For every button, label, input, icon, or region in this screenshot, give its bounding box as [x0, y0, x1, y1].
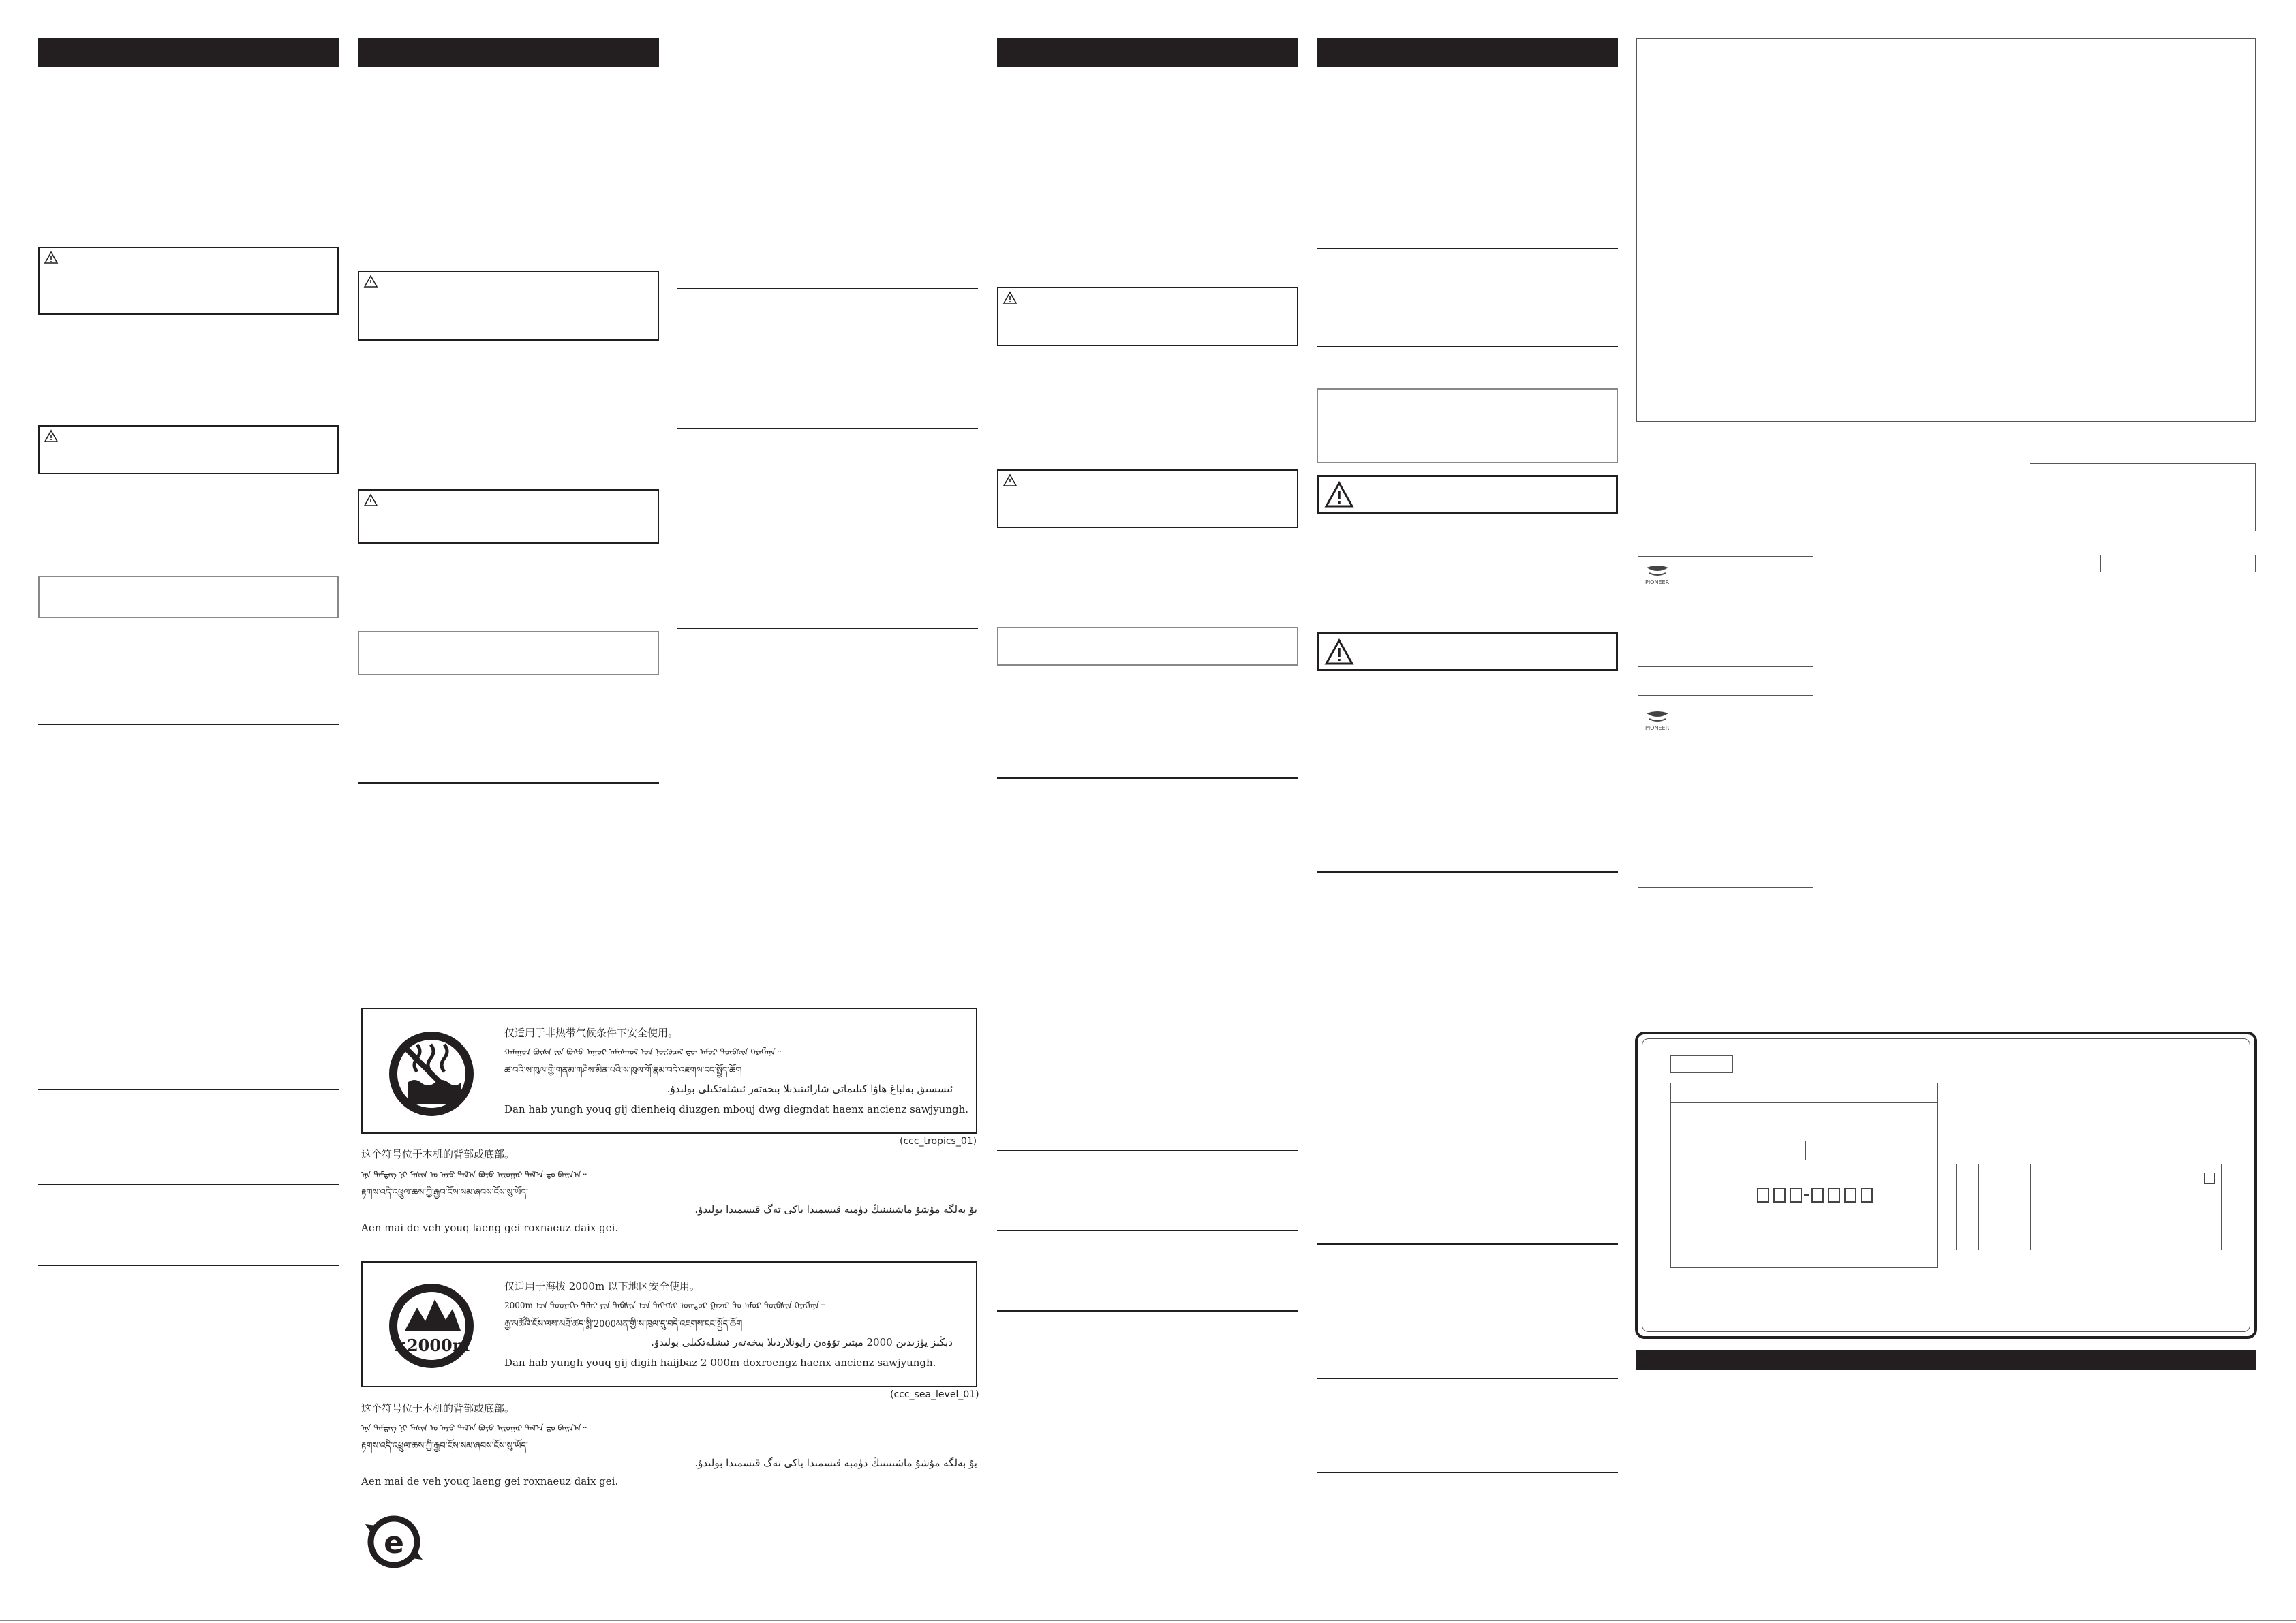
sea-text-mn: 2000m ᠡᠴᠡ ᠳᠤᠤᠷᠠᠬᠢ ᠳᠠᠯᠠᠢ ᠶᠢᠨ ᠲᠡᠪᠰᠢᠨ ᠡᠴᠡ ᠳᠡᠭᠡᠭᠰᠢ ᠥᠨᠳᠦᠷ ᠭᠠᠵᠠᠷ ᠲᠤ ᠠᠮᠤᠷ ᠲᠦᠪᠰᠢᠨ ᠬᠡᠷᠡᠭᠯᠡᠨᠡ᠃	[504, 1301, 825, 1310]
info-box-small	[2030, 463, 2256, 531]
form-subcell	[1751, 1141, 1806, 1160]
postal-code-box[interactable]	[1844, 1188, 1856, 1203]
note-box	[38, 576, 339, 618]
sea-level-label-box	[361, 1261, 977, 1387]
postal-code-dash	[1804, 1194, 1809, 1196]
card-tag-box	[1670, 1055, 1733, 1073]
symbol-note-bo: རྟགས་འདི་འཕྲུལ་ཆས་ཀྱི་རྒྱབ་ངོས་སམ་ཞབས་ངོས་སུ་ཡོད།	[361, 1188, 528, 1198]
card-stamp-area	[1956, 1164, 2222, 1250]
section-divider	[1317, 346, 1618, 347]
warning-triangle-icon	[44, 251, 59, 264]
sea-text-za: Dan hab yungh youq gij digih haijbaz 2 000m doxroengz haenx ancienz sawjyungh.	[504, 1357, 936, 1369]
warning-box	[358, 270, 659, 341]
symbol-note-bo: རྟགས་འདི་འཕྲུལ་ཆས་ཀྱི་རྒྱབ་ངོས་སམ་ཞབས་ངོས་སུ་ཡོད།	[361, 1441, 528, 1451]
postal-code-box[interactable]	[1790, 1188, 1802, 1203]
warning-triangle-icon	[1324, 638, 1354, 666]
section-divider	[997, 1150, 1298, 1151]
sea-level-caption: (ccc_sea_level_01)	[890, 1389, 979, 1400]
section-divider	[1317, 248, 1618, 249]
form-label-column	[1671, 1083, 1751, 1267]
stamp-divider	[2030, 1164, 2031, 1250]
warning-box	[38, 247, 339, 315]
postal-code-box[interactable]	[1828, 1188, 1840, 1203]
symbol-note-za: Aen mai de veh youq laeng gei roxnaeuz daix gei.	[361, 1475, 619, 1487]
section-divider	[997, 1230, 1298, 1231]
symbol-note-za: Aen mai de veh youq laeng gei roxnaeuz daix gei.	[361, 1222, 619, 1234]
warning-box	[997, 469, 1298, 528]
sea-text-bo: རྒྱ་མཚོའི་ངོས་ལས་མཐོ་ཚད་སྨི་2000མན་གྱི་ས་ཁུལ་དུ་བདེ་འཇགས་ངང་སྤྱོད་ཆོག	[504, 1319, 743, 1329]
page-bottom-edge	[0, 1620, 2296, 1621]
warning-triangle-icon	[1002, 291, 1017, 305]
label-strip	[1831, 694, 2004, 722]
section-header-bar	[38, 38, 339, 67]
postal-code-box[interactable]	[1773, 1188, 1786, 1203]
logo-caption: PIONEER	[1645, 725, 1670, 731]
footer-bar	[1636, 1350, 2256, 1370]
section-divider	[677, 288, 978, 289]
brand-logo-icon	[1645, 711, 1670, 724]
section-divider	[677, 628, 978, 629]
tropics-text-ug: ئىسسىق بەلباغ ھاۋا كىلىماتى شارائىتىدىلا بىخەتەر ئىشلەتكىلى بولىدۇ.	[667, 1083, 953, 1095]
section-divider	[38, 1265, 339, 1266]
section-divider	[358, 782, 659, 784]
section-divider	[38, 1089, 339, 1090]
warning-triangle-icon	[363, 275, 378, 288]
section-header-bar	[997, 38, 1298, 67]
altitude-2000m-icon	[387, 1282, 476, 1370]
stamp-checkbox[interactable]	[2204, 1173, 2215, 1184]
caution-box	[1317, 632, 1618, 671]
card-form-table	[1670, 1083, 1938, 1268]
tropics-text-bo: ཚ་བའི་ས་ཁུལ་གྱི་གནམ་གཤིས་མིན་པའི་ས་ཁུལ་གོ་རྣམ་བདེ་འཇགས་ངང་སྤྱོད་ཆོག	[504, 1066, 742, 1076]
symbol-note-ug: بۇ بەلگە مۇشۇ ماشىنىنىڭ دۈمبە قىسمىدا ياكى تەگ قىسمىدا بولىدۇ.	[694, 1457, 977, 1469]
tropics-text-za: Dan hab yungh youq gij dienheiq diuzgen mbouj dwg diegndat haenx ancienz sawjyungh.	[504, 1103, 969, 1115]
environment-protection-use-period-icon	[361, 1509, 427, 1575]
warning-triangle-icon	[1002, 474, 1017, 487]
logo-info-box	[1638, 556, 1813, 667]
note-box	[358, 631, 659, 675]
tropics-caption: (ccc_tropics_01)	[900, 1136, 977, 1147]
form-row	[1671, 1102, 1937, 1103]
warning-triangle-icon	[1324, 481, 1354, 508]
tropics-text-zh: 仅适用于非热带气候条件下安全使用。	[504, 1027, 679, 1039]
stamp-divider	[1978, 1164, 1979, 1250]
logo-info-box	[1638, 695, 1813, 888]
warning-triangle-icon	[363, 493, 378, 507]
warning-box	[358, 489, 659, 544]
note-box	[997, 627, 1298, 666]
note-box	[1317, 388, 1618, 463]
section-divider	[38, 1184, 339, 1185]
sea-icon-label: ≤2000m	[393, 1335, 470, 1355]
section-divider	[1317, 871, 1618, 873]
label-strip	[2100, 555, 2256, 572]
symbol-note-zh: 这个符号位于本机的背部或底部。	[361, 1402, 515, 1415]
warning-box	[38, 425, 339, 474]
section-divider	[1317, 1243, 1618, 1245]
warning-triangle-icon	[44, 429, 59, 443]
postal-code-box[interactable]	[1757, 1188, 1769, 1203]
section-divider	[997, 777, 1298, 779]
brand-logo-icon	[1645, 565, 1670, 578]
non-tropical-climate-icon	[387, 1030, 476, 1118]
tropics-label-box	[361, 1008, 977, 1134]
postal-code-box[interactable]	[1811, 1188, 1824, 1203]
postal-code-box[interactable]	[1861, 1188, 1873, 1203]
symbol-note-ug: بۇ بەلگە مۇشۇ ماشىنىنىڭ دۈمبە قىسمىدا ياكى تەگ قىسمىدا بولىدۇ.	[694, 1203, 977, 1216]
tropics-text-mn: ᠬᠠᠯᠠᠭᠤᠨ ᠪᠦᠰᠡ ᠶᠢᠨ ᠪᠤᠰᠤ ᠠᠭᠤᠷ ᠠᠮᠢᠰᠬᠤᠯ ᠤᠨ ᠨᠥᠬᠦᠴᠡᠯ ᠳᠦ ᠠᠮᠤᠷ ᠲᠦᠪᠰᠢᠨ ᠬᠡᠷᠡᠭᠯᠡᠨᠡ᠃	[504, 1047, 781, 1057]
symbol-note-mn: ᠡᠨᠡ ᠲᠡᠮᠳᠡᠭ ᠨᠢ ᠮᠠᠰᠢᠨ ᠤ ᠠᠷᠤ ᠲᠠᠯ᠎ᠠ ᠪᠤᠶᠤ ᠢᠷᠤᠭᠠᠷ ᠲᠠᠯ᠎ᠠ ᠳᠤ ᠪᠠᠢᠨ᠎ᠠ᠃	[361, 1423, 587, 1433]
symbol-note-zh: 这个符号位于本机的背部或底部。	[361, 1148, 515, 1160]
sea-text-ug: دېڭىز يۈزىدىن 2000 مېتىر تۆۋەن رايونلاردىلا بىخەتەر ئىشلەتكىلى بولىدۇ.	[651, 1336, 953, 1348]
sea-text-zh: 仅适用于海拔 2000m 以下地区安全使用。	[504, 1280, 700, 1293]
symbol-note-mn: ᠡᠨᠡ ᠲᠡᠮᠳᠡᠭ ᠨᠢ ᠮᠠᠰᠢᠨ ᠤ ᠠᠷᠤ ᠲᠠᠯ᠎ᠠ ᠪᠤᠶᠤ ᠢᠷᠤᠭᠠᠷ ᠲᠠᠯ᠎ᠠ ᠳᠤ ᠪᠠᠢᠨ᠎ᠠ᠃	[361, 1170, 587, 1179]
caution-box	[1317, 475, 1618, 514]
section-divider	[677, 428, 978, 429]
section-header-bar	[1317, 38, 1618, 67]
warning-box	[997, 287, 1298, 346]
large-info-frame	[1636, 38, 2256, 422]
section-divider	[1317, 1472, 1618, 1473]
section-divider	[997, 1310, 1298, 1312]
section-divider	[1317, 1378, 1618, 1379]
eco-icon-letter: e	[384, 1526, 404, 1560]
section-header-bar	[358, 38, 659, 67]
logo-caption: PIONEER	[1645, 579, 1670, 585]
section-divider	[38, 724, 339, 725]
